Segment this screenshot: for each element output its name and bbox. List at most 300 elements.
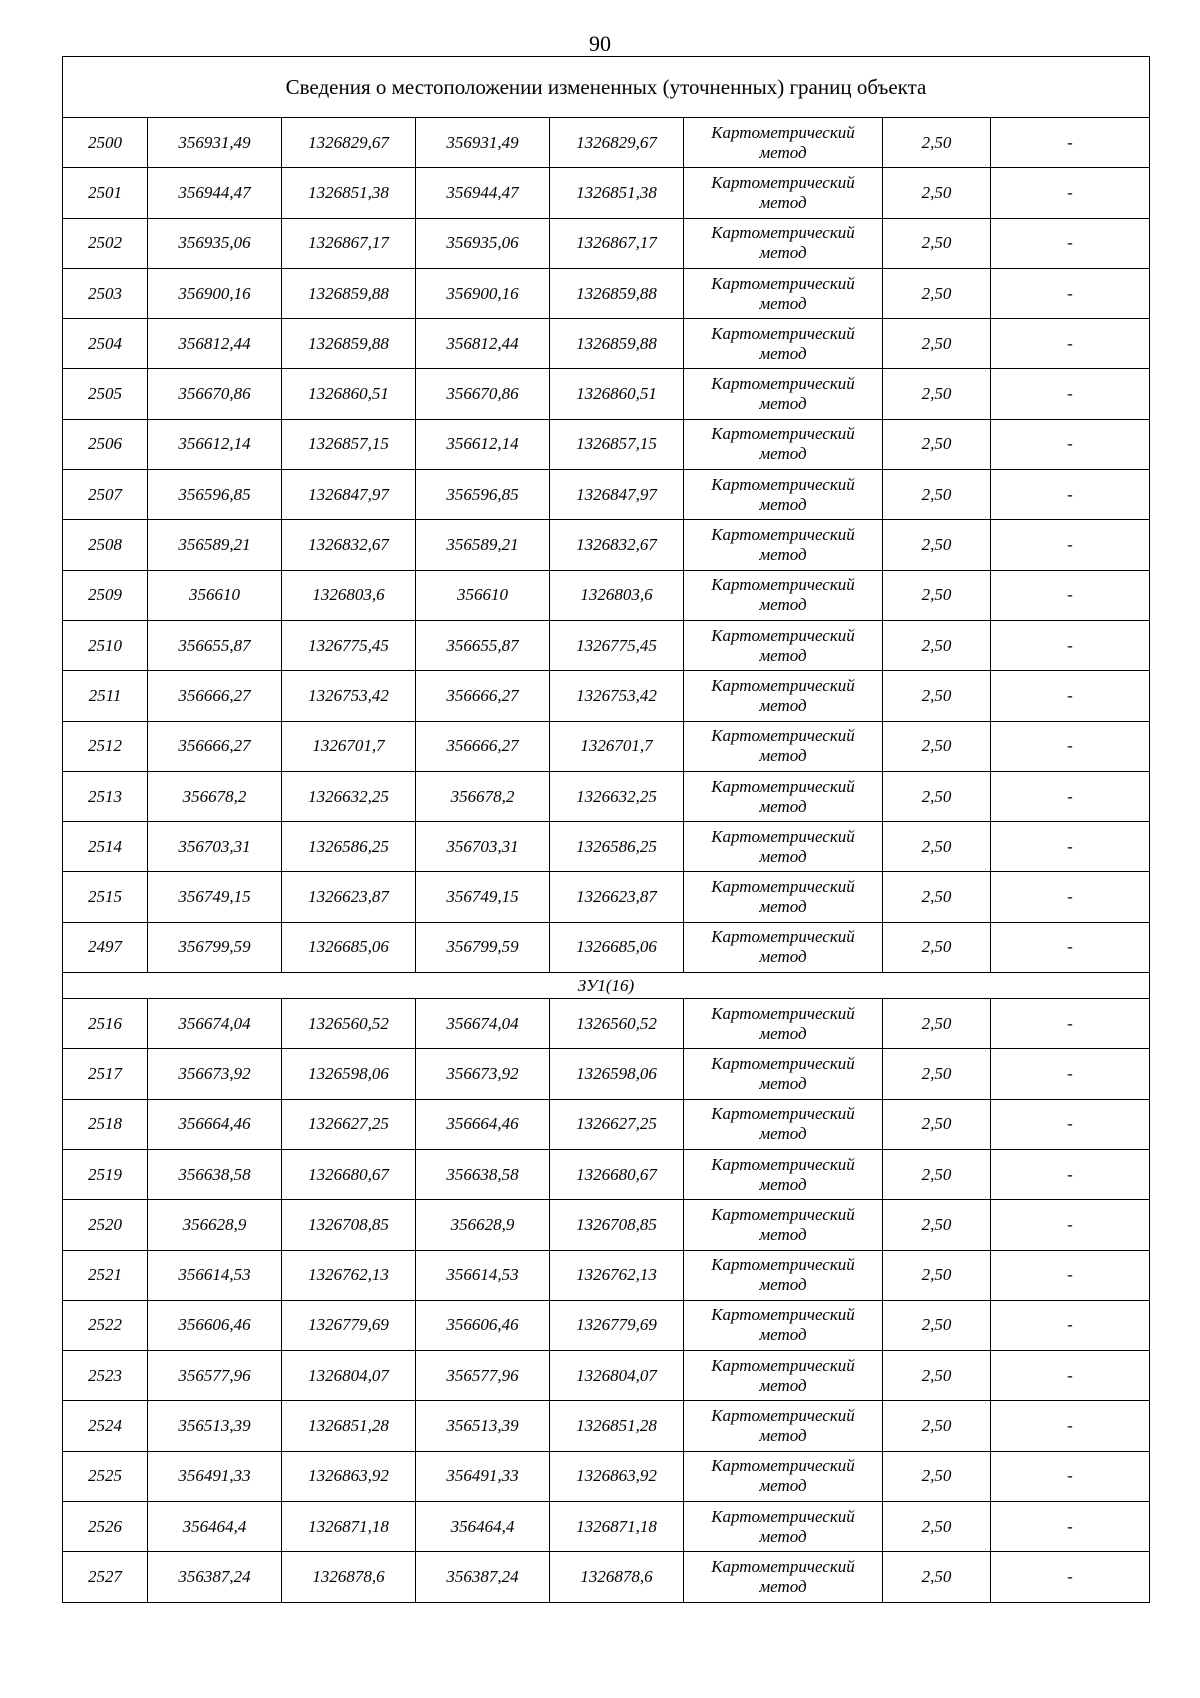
point-number-cell: 2520 <box>63 1200 148 1250</box>
refined-y-cell: 1326804,07 <box>550 1351 684 1401</box>
refined-y-cell: 1326863,92 <box>550 1451 684 1501</box>
table-body <box>63 57 1150 1603</box>
existing-y-cell: 1326708,85 <box>282 1200 416 1250</box>
method-line-1: Картометрический <box>711 625 855 645</box>
refined-y-cell: 1326701,7 <box>550 721 684 771</box>
method-line-1: Картометрический <box>711 877 855 897</box>
existing-y-cell: 1326851,38 <box>282 168 416 218</box>
refined-y-cell: 1326803,6 <box>550 570 684 620</box>
existing-y-cell: 1326804,07 <box>282 1351 416 1401</box>
existing-x-cell: 356673,92 <box>148 1049 282 1099</box>
existing-x-cell: 356655,87 <box>148 620 282 670</box>
table-header-row <box>63 57 1150 118</box>
existing-y-cell: 1326857,15 <box>282 419 416 469</box>
table-row <box>63 570 1150 620</box>
method-line-1: Картометрический <box>711 1154 855 1174</box>
point-number-cell: 2514 <box>63 822 148 872</box>
accuracy-cell: 2,50 <box>883 1351 991 1401</box>
method-line-2: метод <box>759 846 807 866</box>
accuracy-cell: 2,50 <box>883 1451 991 1501</box>
existing-y-cell: 1326685,06 <box>282 922 416 972</box>
existing-x-cell: 356513,39 <box>148 1401 282 1451</box>
note-cell: - <box>991 1049 1150 1099</box>
refined-x-cell: 356628,9 <box>416 1200 550 1250</box>
existing-x-cell: 356612,14 <box>148 419 282 469</box>
point-number-cell: 2508 <box>63 520 148 570</box>
method-cell <box>684 1149 883 1199</box>
table-row <box>63 922 1150 972</box>
accuracy-cell: 2,50 <box>883 520 991 570</box>
table-row <box>63 671 1150 721</box>
refined-x-cell: 356812,44 <box>416 319 550 369</box>
refined-y-cell: 1326779,69 <box>550 1300 684 1350</box>
method-cell <box>684 118 883 168</box>
method-line-1: Картометрический <box>711 1003 855 1023</box>
point-number-cell: 2526 <box>63 1502 148 1552</box>
method-line-2: метод <box>759 695 807 715</box>
existing-y-cell: 1326859,88 <box>282 268 416 318</box>
boundary-coordinates-table <box>62 56 1150 1603</box>
accuracy-cell: 2,50 <box>883 1401 991 1451</box>
point-number-cell: 2523 <box>63 1351 148 1401</box>
refined-y-cell: 1326586,25 <box>550 822 684 872</box>
accuracy-cell: 2,50 <box>883 268 991 318</box>
table-row <box>63 872 1150 922</box>
method-line-1: Картометрический <box>711 1355 855 1375</box>
method-line-2: метод <box>759 243 807 263</box>
refined-y-cell: 1326632,25 <box>550 771 684 821</box>
refined-y-cell: 1326851,28 <box>550 1401 684 1451</box>
refined-x-cell: 356666,27 <box>416 721 550 771</box>
table-row <box>63 1401 1150 1451</box>
point-number-cell: 2516 <box>63 999 148 1049</box>
existing-x-cell: 356666,27 <box>148 671 282 721</box>
method-line-2: метод <box>759 192 807 212</box>
note-cell: - <box>991 1200 1150 1250</box>
refined-y-cell: 1326627,25 <box>550 1099 684 1149</box>
table-row <box>63 1049 1150 1099</box>
method-line-2: метод <box>759 1476 807 1496</box>
accuracy-cell: 2,50 <box>883 999 991 1049</box>
table-row <box>63 1552 1150 1602</box>
method-line-2: метод <box>759 897 807 917</box>
point-number-cell: 2513 <box>63 771 148 821</box>
method-cell <box>684 520 883 570</box>
existing-x-cell: 356610 <box>148 570 282 620</box>
method-cell <box>684 872 883 922</box>
note-cell: - <box>991 1502 1150 1552</box>
point-number-cell: 2527 <box>63 1552 148 1602</box>
note-cell: - <box>991 520 1150 570</box>
table-row <box>63 419 1150 469</box>
section-label: ЗУ1(16) <box>63 973 1150 999</box>
refined-y-cell: 1326859,88 <box>550 268 684 318</box>
existing-x-cell: 356606,46 <box>148 1300 282 1350</box>
method-cell <box>684 721 883 771</box>
method-line-2: метод <box>759 494 807 514</box>
method-line-1: Картометрический <box>711 575 855 595</box>
existing-x-cell: 356589,21 <box>148 520 282 570</box>
method-line-2: метод <box>759 444 807 464</box>
method-cell <box>684 470 883 520</box>
accuracy-cell: 2,50 <box>883 570 991 620</box>
existing-y-cell: 1326847,97 <box>282 470 416 520</box>
existing-y-cell: 1326680,67 <box>282 1149 416 1199</box>
method-cell <box>684 1401 883 1451</box>
refined-x-cell: 356666,27 <box>416 671 550 721</box>
method-line-1: Картометрический <box>711 323 855 343</box>
method-line-2: метод <box>759 1426 807 1446</box>
existing-y-cell: 1326779,69 <box>282 1300 416 1350</box>
note-cell: - <box>991 1149 1150 1199</box>
method-cell <box>684 822 883 872</box>
accuracy-cell: 2,50 <box>883 1250 991 1300</box>
existing-x-cell: 356931,49 <box>148 118 282 168</box>
accuracy-cell: 2,50 <box>883 771 991 821</box>
table-row <box>63 1200 1150 1250</box>
refined-y-cell: 1326860,51 <box>550 369 684 419</box>
method-line-1: Картометрический <box>711 374 855 394</box>
note-cell: - <box>991 268 1150 318</box>
refined-x-cell: 356596,85 <box>416 470 550 520</box>
refined-x-cell: 356638,58 <box>416 1149 550 1199</box>
method-line-2: метод <box>759 947 807 967</box>
existing-y-cell: 1326851,28 <box>282 1401 416 1451</box>
refined-x-cell: 356664,46 <box>416 1099 550 1149</box>
table-row <box>63 1250 1150 1300</box>
method-line-1: Картометрический <box>711 273 855 293</box>
table-row <box>63 520 1150 570</box>
existing-y-cell: 1326623,87 <box>282 872 416 922</box>
table-row <box>63 1149 1150 1199</box>
accuracy-cell: 2,50 <box>883 922 991 972</box>
note-cell: - <box>991 1451 1150 1501</box>
table-row <box>63 822 1150 872</box>
existing-x-cell: 356387,24 <box>148 1552 282 1602</box>
point-number-cell: 2506 <box>63 419 148 469</box>
note-cell: - <box>991 771 1150 821</box>
table-row <box>63 218 1150 268</box>
existing-y-cell: 1326867,17 <box>282 218 416 268</box>
method-cell <box>684 620 883 670</box>
existing-y-cell: 1326878,6 <box>282 1552 416 1602</box>
method-line-1: Картометрический <box>711 1506 855 1526</box>
accuracy-cell: 2,50 <box>883 419 991 469</box>
refined-y-cell: 1326680,67 <box>550 1149 684 1199</box>
method-line-2: метод <box>759 1073 807 1093</box>
existing-y-cell: 1326829,67 <box>282 118 416 168</box>
point-number-cell: 2505 <box>63 369 148 419</box>
method-line-2: метод <box>759 1224 807 1244</box>
note-cell: - <box>991 319 1150 369</box>
refined-y-cell: 1326857,15 <box>550 419 684 469</box>
refined-y-cell: 1326878,6 <box>550 1552 684 1602</box>
note-cell: - <box>991 671 1150 721</box>
accuracy-cell: 2,50 <box>883 872 991 922</box>
refined-x-cell: 356703,31 <box>416 822 550 872</box>
existing-y-cell: 1326701,7 <box>282 721 416 771</box>
accuracy-cell: 2,50 <box>883 470 991 520</box>
method-line-1: Картометрический <box>711 122 855 142</box>
existing-x-cell: 356944,47 <box>148 168 282 218</box>
existing-x-cell: 356678,2 <box>148 771 282 821</box>
refined-y-cell: 1326829,67 <box>550 118 684 168</box>
method-line-1: Картометрический <box>711 474 855 494</box>
point-number-cell: 2512 <box>63 721 148 771</box>
method-line-2: метод <box>759 343 807 363</box>
refined-y-cell: 1326708,85 <box>550 1200 684 1250</box>
method-cell <box>684 1300 883 1350</box>
existing-x-cell: 356674,04 <box>148 999 282 1049</box>
existing-x-cell: 356464,4 <box>148 1502 282 1552</box>
table-row <box>63 721 1150 771</box>
method-line-2: метод <box>759 1023 807 1043</box>
method-cell <box>684 570 883 620</box>
table-row <box>63 771 1150 821</box>
method-line-1: Картометрический <box>711 424 855 444</box>
method-cell <box>684 1351 883 1401</box>
method-line-2: метод <box>759 645 807 665</box>
method-line-1: Картометрический <box>711 172 855 192</box>
note-cell: - <box>991 470 1150 520</box>
note-cell: - <box>991 922 1150 972</box>
method-line-1: Картометрический <box>711 1204 855 1224</box>
point-number-cell: 2517 <box>63 1049 148 1099</box>
method-line-2: метод <box>759 1124 807 1144</box>
existing-y-cell: 1326775,45 <box>282 620 416 670</box>
method-line-1: Картометрический <box>711 1305 855 1325</box>
existing-y-cell: 1326871,18 <box>282 1502 416 1552</box>
refined-x-cell: 356799,59 <box>416 922 550 972</box>
method-line-2: метод <box>759 545 807 565</box>
refined-x-cell: 356464,4 <box>416 1502 550 1552</box>
refined-y-cell: 1326832,67 <box>550 520 684 570</box>
refined-x-cell: 356606,46 <box>416 1300 550 1350</box>
accuracy-cell: 2,50 <box>883 369 991 419</box>
point-number-cell: 2507 <box>63 470 148 520</box>
existing-x-cell: 356703,31 <box>148 822 282 872</box>
table-row <box>63 1099 1150 1149</box>
table-row <box>63 268 1150 318</box>
existing-x-cell: 356900,16 <box>148 268 282 318</box>
point-number-cell: 2501 <box>63 168 148 218</box>
method-line-1: Картометрический <box>711 1456 855 1476</box>
method-line-1: Картометрический <box>711 525 855 545</box>
note-cell: - <box>991 118 1150 168</box>
accuracy-cell: 2,50 <box>883 620 991 670</box>
table-row <box>63 118 1150 168</box>
method-cell <box>684 1250 883 1300</box>
note-cell: - <box>991 369 1150 419</box>
note-cell: - <box>991 1099 1150 1149</box>
refined-y-cell: 1326685,06 <box>550 922 684 972</box>
method-line-2: метод <box>759 796 807 816</box>
method-cell <box>684 671 883 721</box>
method-line-1: Картометрический <box>711 826 855 846</box>
method-line-2: метод <box>759 1325 807 1345</box>
accuracy-cell: 2,50 <box>883 1300 991 1350</box>
accuracy-cell: 2,50 <box>883 118 991 168</box>
accuracy-cell: 2,50 <box>883 168 991 218</box>
existing-y-cell: 1326859,88 <box>282 319 416 369</box>
note-cell: - <box>991 419 1150 469</box>
method-cell <box>684 168 883 218</box>
table-row <box>63 369 1150 419</box>
point-number-cell: 2511 <box>63 671 148 721</box>
existing-y-cell: 1326632,25 <box>282 771 416 821</box>
refined-x-cell: 356655,87 <box>416 620 550 670</box>
accuracy-cell: 2,50 <box>883 1502 991 1552</box>
existing-y-cell: 1326598,06 <box>282 1049 416 1099</box>
page-number: 90 <box>589 31 611 56</box>
existing-y-cell: 1326860,51 <box>282 369 416 419</box>
accuracy-cell: 2,50 <box>883 1552 991 1602</box>
method-line-1: Картометрический <box>711 1406 855 1426</box>
refined-x-cell: 356614,53 <box>416 1250 550 1300</box>
method-cell <box>684 1451 883 1501</box>
refined-y-cell: 1326775,45 <box>550 620 684 670</box>
accuracy-cell: 2,50 <box>883 218 991 268</box>
method-line-2: метод <box>759 1526 807 1546</box>
method-line-2: метод <box>759 293 807 313</box>
existing-x-cell: 356638,58 <box>148 1149 282 1199</box>
point-number-cell: 2497 <box>63 922 148 972</box>
refined-y-cell: 1326871,18 <box>550 1502 684 1552</box>
note-cell: - <box>991 1401 1150 1451</box>
section-row <box>63 973 1150 999</box>
point-number-cell: 2518 <box>63 1099 148 1149</box>
existing-x-cell: 356670,86 <box>148 369 282 419</box>
method-line-1: Картометрический <box>711 726 855 746</box>
method-cell <box>684 1049 883 1099</box>
existing-x-cell: 356935,06 <box>148 218 282 268</box>
method-line-2: метод <box>759 394 807 414</box>
refined-x-cell: 356944,47 <box>416 168 550 218</box>
note-cell: - <box>991 168 1150 218</box>
method-cell <box>684 369 883 419</box>
accuracy-cell: 2,50 <box>883 822 991 872</box>
refined-x-cell: 356674,04 <box>416 999 550 1049</box>
refined-x-cell: 356935,06 <box>416 218 550 268</box>
note-cell: - <box>991 218 1150 268</box>
method-line-1: Картометрический <box>711 1255 855 1275</box>
refined-y-cell: 1326867,17 <box>550 218 684 268</box>
method-line-2: метод <box>759 595 807 615</box>
method-line-2: метод <box>759 1275 807 1295</box>
accuracy-cell: 2,50 <box>883 1099 991 1149</box>
method-line-1: Картометрический <box>711 927 855 947</box>
refined-y-cell: 1326560,52 <box>550 999 684 1049</box>
method-line-2: метод <box>759 142 807 162</box>
refined-x-cell: 356577,96 <box>416 1351 550 1401</box>
method-line-2: метод <box>759 1375 807 1395</box>
existing-x-cell: 356491,33 <box>148 1451 282 1501</box>
refined-x-cell: 356673,92 <box>416 1049 550 1099</box>
method-cell <box>684 1200 883 1250</box>
table-row <box>63 1300 1150 1350</box>
refined-x-cell: 356513,39 <box>416 1401 550 1451</box>
refined-y-cell: 1326847,97 <box>550 470 684 520</box>
refined-x-cell: 356387,24 <box>416 1552 550 1602</box>
existing-x-cell: 356812,44 <box>148 319 282 369</box>
note-cell: - <box>991 721 1150 771</box>
existing-y-cell: 1326586,25 <box>282 822 416 872</box>
table-row <box>63 1351 1150 1401</box>
point-number-cell: 2519 <box>63 1149 148 1199</box>
refined-x-cell: 356610 <box>416 570 550 620</box>
note-cell: - <box>991 872 1150 922</box>
accuracy-cell: 2,50 <box>883 721 991 771</box>
note-cell: - <box>991 1351 1150 1401</box>
table-row <box>63 999 1150 1049</box>
existing-x-cell: 356664,46 <box>148 1099 282 1149</box>
method-cell <box>684 922 883 972</box>
note-cell: - <box>991 570 1150 620</box>
refined-x-cell: 356678,2 <box>416 771 550 821</box>
refined-y-cell: 1326859,88 <box>550 319 684 369</box>
note-cell: - <box>991 1250 1150 1300</box>
existing-y-cell: 1326803,6 <box>282 570 416 620</box>
point-number-cell: 2525 <box>63 1451 148 1501</box>
point-number-cell: 2521 <box>63 1250 148 1300</box>
existing-x-cell: 356596,85 <box>148 470 282 520</box>
refined-x-cell: 356900,16 <box>416 268 550 318</box>
method-cell <box>684 771 883 821</box>
existing-y-cell: 1326753,42 <box>282 671 416 721</box>
method-cell <box>684 1552 883 1602</box>
point-number-cell: 2522 <box>63 1300 148 1350</box>
existing-y-cell: 1326627,25 <box>282 1099 416 1149</box>
point-number-cell: 2510 <box>63 620 148 670</box>
method-line-2: метод <box>759 746 807 766</box>
existing-y-cell: 1326762,13 <box>282 1250 416 1300</box>
point-number-cell: 2509 <box>63 570 148 620</box>
existing-x-cell: 356577,96 <box>148 1351 282 1401</box>
refined-y-cell: 1326623,87 <box>550 872 684 922</box>
note-cell: - <box>991 1552 1150 1602</box>
existing-x-cell: 356614,53 <box>148 1250 282 1300</box>
table-row <box>63 168 1150 218</box>
point-number-cell: 2524 <box>63 1401 148 1451</box>
method-line-1: Картометрический <box>711 1556 855 1576</box>
existing-x-cell: 356749,15 <box>148 872 282 922</box>
point-number-cell: 2504 <box>63 319 148 369</box>
refined-x-cell: 356612,14 <box>416 419 550 469</box>
existing-x-cell: 356666,27 <box>148 721 282 771</box>
method-cell <box>684 268 883 318</box>
point-number-cell: 2502 <box>63 218 148 268</box>
method-line-1: Картометрический <box>711 223 855 243</box>
refined-x-cell: 356749,15 <box>416 872 550 922</box>
existing-y-cell: 1326832,67 <box>282 520 416 570</box>
existing-x-cell: 356799,59 <box>148 922 282 972</box>
refined-y-cell: 1326762,13 <box>550 1250 684 1300</box>
note-cell: - <box>991 1300 1150 1350</box>
note-cell: - <box>991 822 1150 872</box>
method-cell <box>684 319 883 369</box>
method-cell <box>684 1099 883 1149</box>
existing-x-cell: 356628,9 <box>148 1200 282 1250</box>
point-number-cell: 2500 <box>63 118 148 168</box>
method-cell <box>684 419 883 469</box>
method-cell <box>684 999 883 1049</box>
refined-x-cell: 356670,86 <box>416 369 550 419</box>
table-row <box>63 1502 1150 1552</box>
table-row <box>63 470 1150 520</box>
point-number-cell: 2503 <box>63 268 148 318</box>
accuracy-cell: 2,50 <box>883 671 991 721</box>
method-line-1: Картометрический <box>711 776 855 796</box>
